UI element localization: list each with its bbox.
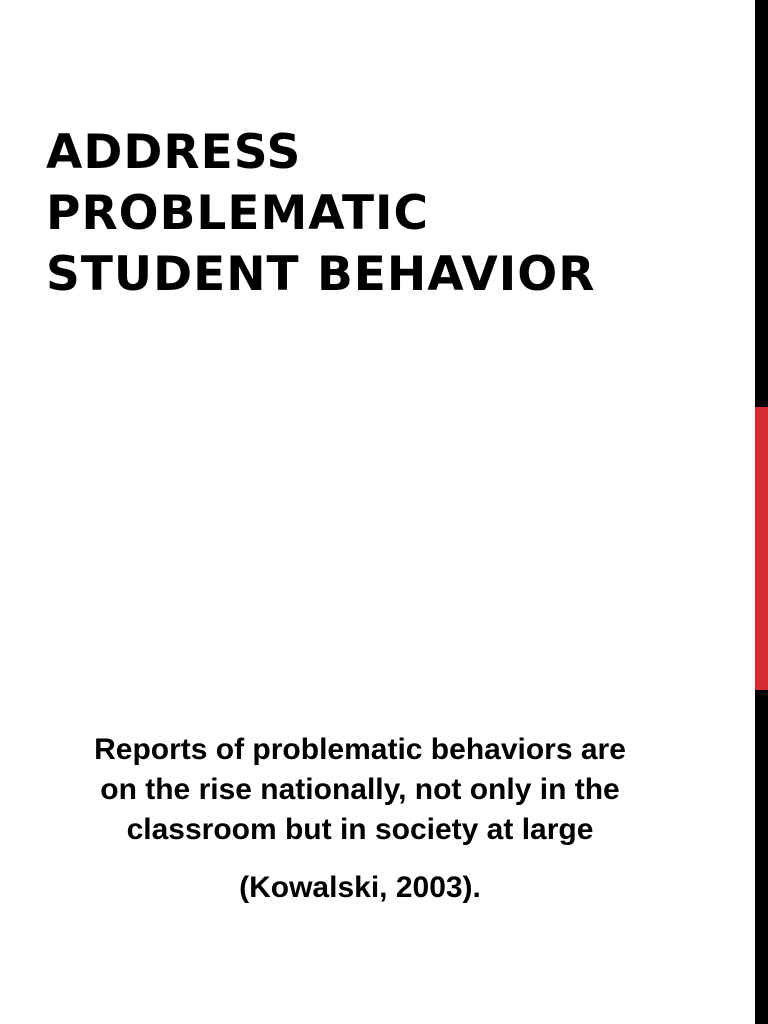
side-accent-bar (755, 407, 768, 690)
body-line: on the rise nationally, not only in the (100, 773, 620, 806)
body-line: classroom but in society at large (126, 813, 594, 846)
citation: (Kowalski, 2003). (239, 871, 481, 904)
title-line: PROBLEMATIC (46, 186, 430, 241)
body-paragraph (40, 730, 680, 850)
slide-title (46, 122, 736, 305)
body-line: Reports of problematic behaviors are (94, 733, 626, 766)
title-line: ADDRESS (46, 125, 302, 180)
title-line: STUDENT BEHAVIOR (46, 247, 596, 302)
